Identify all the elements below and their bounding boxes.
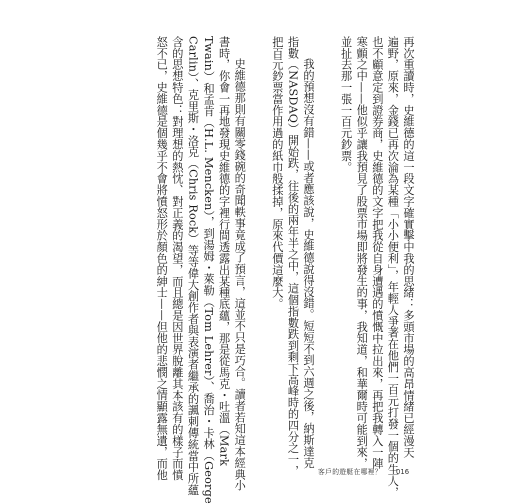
text-column: Twain）和孟肯（H.L. Mencken），到湯姆・萊勒（Tom Lehrer）、喬治・卡林（George	[202, 36, 216, 504]
text-column: 寒顫之中——他似乎讓我預見了股票市場即將發生的事，我知道，和華爾時可能到來，	[355, 36, 369, 470]
text-column: 遍野，原來，金錢已再次淪為某種「小小便利」，年輕人爭著在他們一百元打發一個的生人，	[386, 36, 400, 498]
text-column: 把百元鈔票當作用過的紙巾般揉掉，原來代價這麼大。	[270, 36, 284, 310]
running-footer-title: 客戶的遊艇在哪裡？	[318, 468, 382, 476]
text-column: 我的預想沒有錯——或者應該說，史維德說得沒錯。短短不到六週之後，納斯達克	[302, 58, 316, 469]
text-column: 含的思想特色：對理想的熱忱、對正義的渴望，而且總是因世界脫離其本該有的樣子而憤	[170, 36, 184, 481]
text-column: 再次重讀時，史維德的這一段文字確實擊中我的思緒：多頭市場的高昂情緒已經漫天	[402, 36, 415, 458]
text-column: 指數（NASDAQ）開始跌，往後的兩年半之中，這個指數跌到剩下高峰時的四分之一，	[286, 36, 300, 477]
page-number: 016	[396, 468, 410, 476]
text-column: 史維德那則有關零錢碗的奇聞軼事竟成了預言，這並不只是巧合。讀者若知這本經典小	[233, 58, 247, 492]
text-column: 書時，你會一再地發現史維德的字裡行間透露出某種底蘊，那是從馬克・吐溫（Mark	[217, 36, 231, 467]
text-column: Carlin）、克里斯・洛克（Chris Rock）等等偉大創作者與表演者繼承的諷刺傳統當中所蘊	[186, 36, 200, 496]
page-footer	[318, 466, 409, 476]
text-column: 也不顧意定到證券商，史維德的文字把我從自身遭遇的憤慨中拉出來，再把我轉入一陣	[370, 36, 384, 470]
text-column: 並扯去那一張一百元鈔票。	[339, 36, 353, 173]
text-column: 怒不已，史維德是個幾乎不會將憤怒形於顏色的紳士——但他的悲憫之情顯露無遺，而他	[155, 36, 169, 481]
